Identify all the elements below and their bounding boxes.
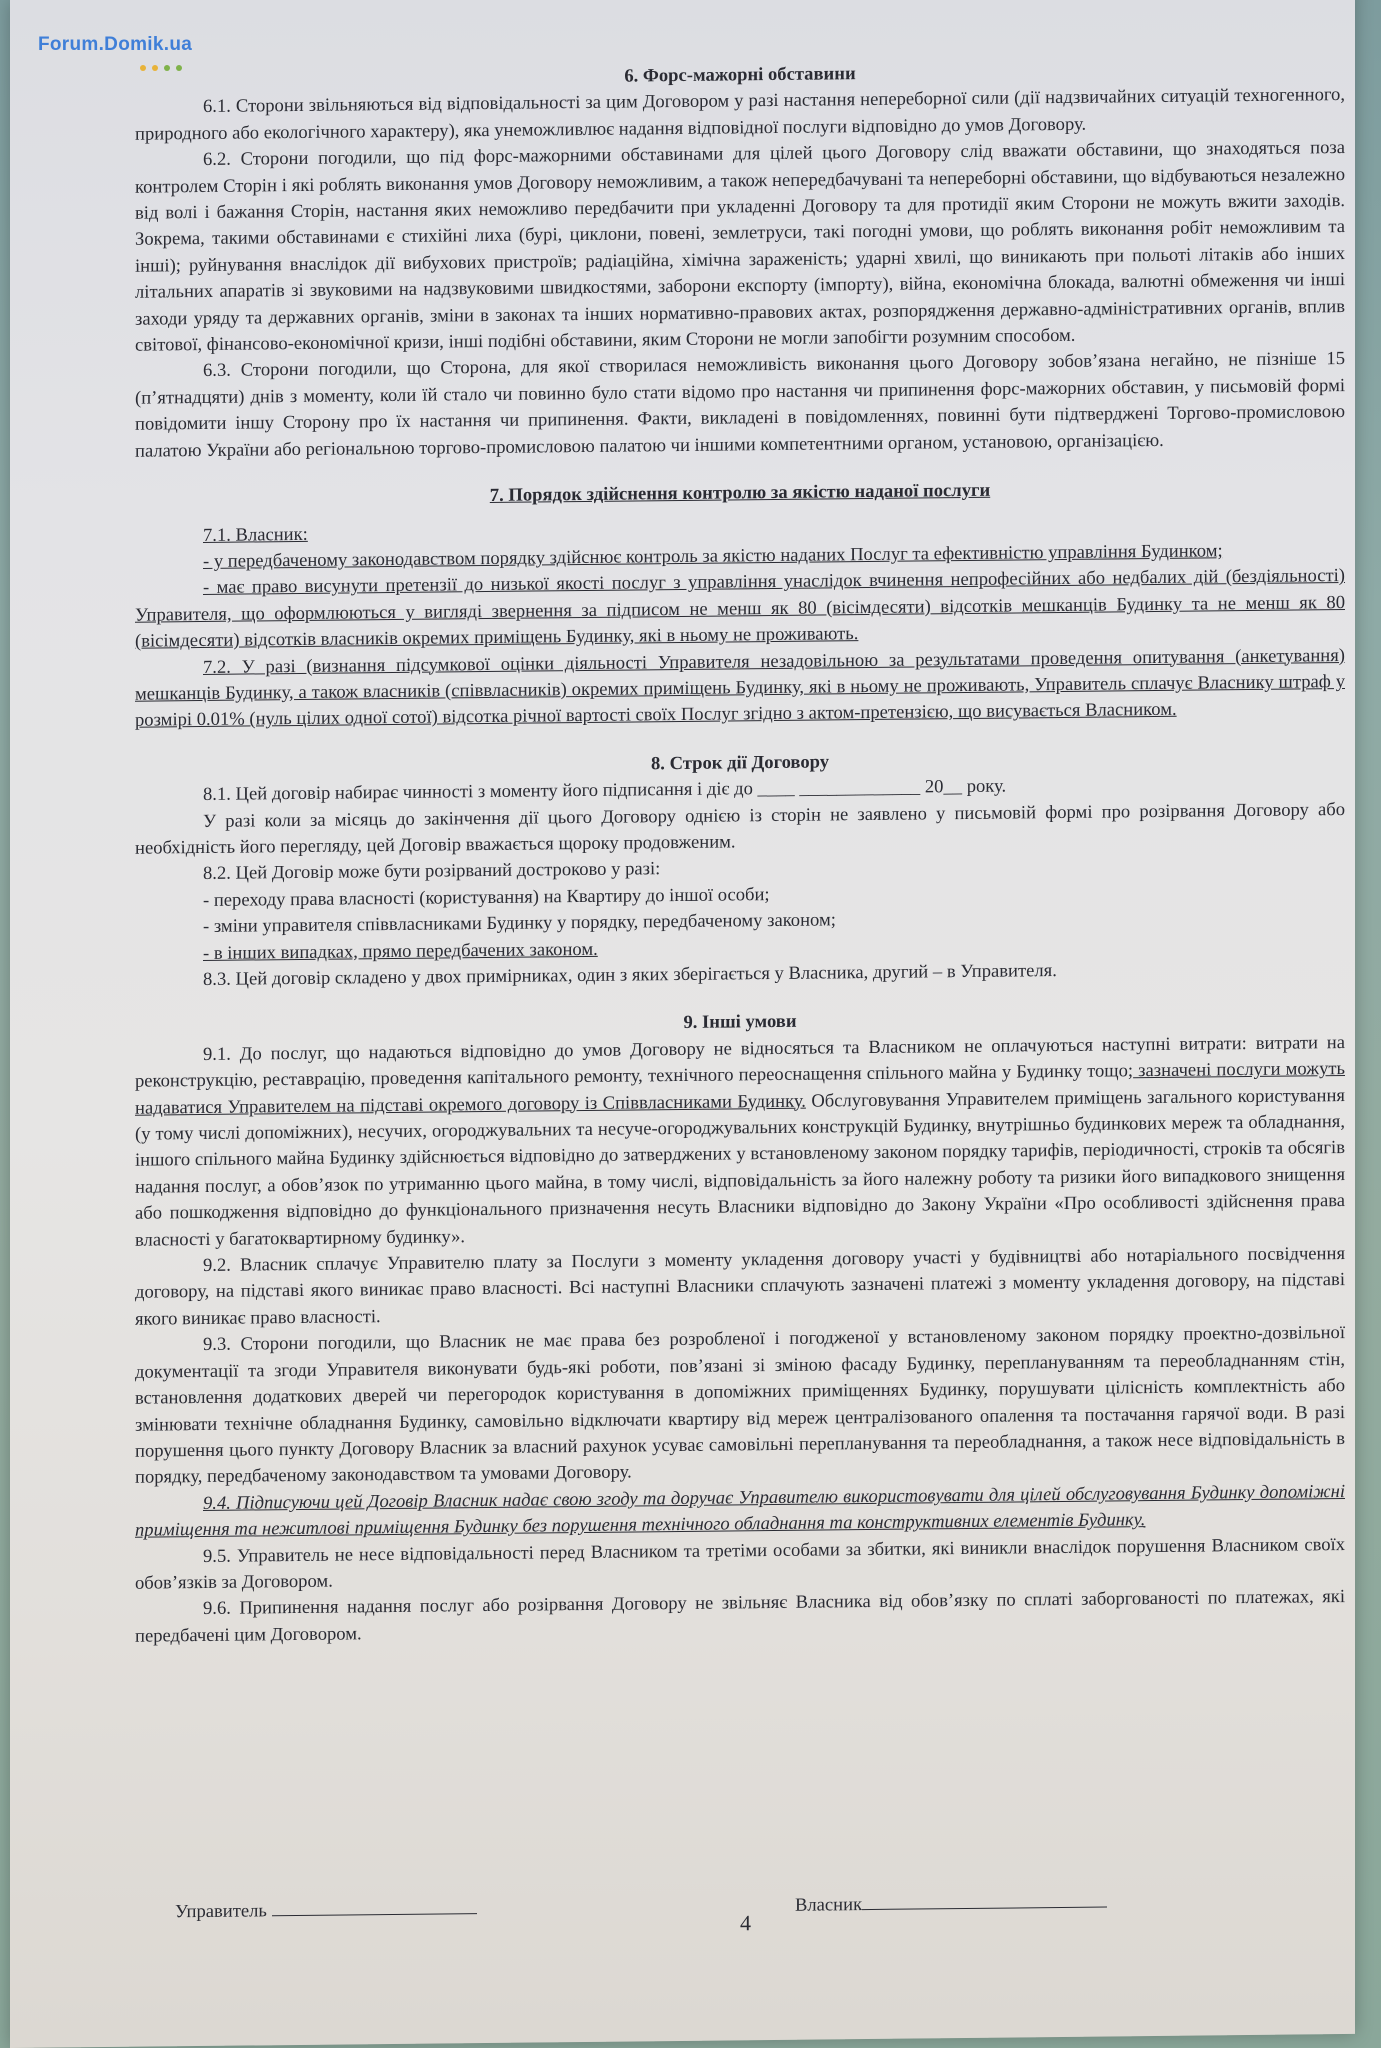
list-item: - переходу права власності (користування) на Квартиру до іншої особи; bbox=[203, 883, 770, 911]
document-body bbox=[135, 56, 1345, 1650]
paragraph-9-1 bbox=[135, 1030, 1345, 1254]
manager-signature-line bbox=[272, 1895, 477, 1916]
paragraph-6-2: 6.2. Сторони погодили, що під форс-мажорними обставинами для цілей цього Договору слід вважати обставини, що знаходяться поза контролем Сторін і які роблять виконання умов Договору неможливим, а також непередбачувані та непереборні обставини, що відбуваються незалежно від волі і бажання Сторін, настання яких неможливо передбачити при укладенні Договору та для протидії яким Сторони не можуть вжити заходів. Зокрема, такими обставинами є стихійні лиха (бурі, циклони, повені, землетруси, такі погодні умови, що роблять виконання робіт неможливим та інші); руйнування внаслідок дії вибухових пристроїв; радіаційна, хімічна зараженість; ударні хвилі, що виникають при польоті літаків або інших літальних апаратів зі звуковими на надзвуковими швидкостями, заборони експорту (імпорту), війна, економічна блокада, валютні обмеження чи інші заходи уряду та державних органів, зміни в законах та інших нормативно-правових актах, розпорядження державно-адміністративних органів, вплив світової, фінансово-економічної кризи, інші подібні обставини, яким Сторони не могли запобігти розумним способом. bbox=[135, 137, 1345, 356]
paragraph-7-1-b: - має право висунути претензії до низької якості послуг з управління унаслідок вчинення непрофесійних або недбалих дій (бездіяльності) Управителя, що оформлюються у вигляді звернення за підписом не менш як 80 (вісімдесяти) відсотків мешканців Будинку та не менш як 80 (вісімдесяти) відсотків власників окремих приміщень Будинку, які в ньому не проживають. bbox=[135, 565, 1345, 652]
paragraph-8-2: 8.2. Цей Договір може бути розірваний достроково у разі: bbox=[203, 858, 661, 885]
paragraph-6-3: 6.3. Сторони погодили, що Сторона, для якої створилася неможливість виконання цього Договору зобов’язана негайно, не пізніше 15 (п’ятнадцяти) днів з моменту, коли їй стало чи повинно було стати відомо про настання чи припинення форс-мажорних обставин, у письмовій формі повідомити іншу Сторону про їх настання чи припинення. Факти, викладені в повідомленнях, повинні бути підтверджені Торгово-промисловою палатою України або регіональною торгово-промисловою палатою чи іншими компетентними органом, установою, організацією. bbox=[135, 348, 1345, 462]
page-number: 4 bbox=[740, 1910, 751, 1936]
paragraph-9-2: 9.2. Власник сплачує Управителю плату за Послуги з моменту укладення договору участі у будівництві або нотаріального посвідчення договору, на підставі якого виникає право власності. Всі наступні Власники сплачують зазначені платежі з моменту укладення договору, на підставі якого виникає право власності. bbox=[135, 1243, 1345, 1330]
paragraph-9-6: 9.6. Припинення надання послуг або розірвання Договору не звільняє Власника від обов’язку по сплаті заборгованості по платежах, які передбачені цим Договором. bbox=[135, 1586, 1345, 1647]
manager-signature bbox=[175, 1895, 477, 1923]
section-8-title: 8. Строк дії Договору bbox=[650, 751, 830, 775]
paragraph-9-3: 9.3. Сторони погодили, що Власник не має права без розробленої і погодженої у встановленому законом порядку проектно-дозвільної документації та згоди Управителя виконувати будь-які роботи, пов’язані зі зміною фасаду Будинку, переплануванням та переобладнанням стін, встановлення додаткових дверей чи перегородок користування в допоміжних приміщеннях Будинку, порушувати цілісність комплектність або змінювати технічне обладнання Будинку, самовільно відключати квартиру від мереж централізованого опалення та постачання гарячої води. В разі порушення цього пункту Договору Власник за власний рахунок усуває самовільні перепланування та переобладнання, а також несе відповідальність в порядку, передбаченому законодавством та умовами Договору. bbox=[135, 1322, 1345, 1489]
watermark-dot bbox=[152, 65, 158, 71]
watermark-dot bbox=[164, 65, 170, 71]
paragraph-9-1-rest: Обслуговування Управителем приміщень загального користування (у тому числі допоміжних), несучих, огороджувальних та несуче-огороджувальних конструкцій Будинку, внутрішньо будинкових мереж та обладнання, іншого спільного майна Будинку здійснюється відповідно до затверджених у встановленому законом порядку тарифів, періодичності, строків та обсягів надання послуг, а обов’язок по утриманню цього майна, в тому числі, відповідальність за його належну роботу та ризики його випадкового знищення або пошкодження відповідно до функціонального призначення несуть Власники відповідно до Закону України «Про особливості здійснення права власності у багатоквартирному будинку». bbox=[135, 1084, 1345, 1251]
owner-signature-line bbox=[862, 1889, 1107, 1911]
list-item: - зміни управителя співвласниками Будинку у порядку, передбаченому законом; bbox=[203, 909, 836, 938]
paragraph-9-5: 9.5. Управитель не несе відповідальності перед Власником та третіми особами за збитки, які виникли внаслідок порушення Власником своїх обов’язків за Договором. bbox=[135, 1533, 1345, 1594]
watermark-dot bbox=[176, 65, 182, 71]
manager-label: Управитель bbox=[175, 1900, 267, 1923]
section-7-title: 7. Порядок здійснення контролю за якістю наданої послуги bbox=[489, 479, 991, 507]
paragraph-9-1-start: 9.1. До послуг, що надаються відповідно до умов Договору не відносяться та Власником не оплачуються наступні витрати: витрати на реконструкцію, реставрацію, проведення капітального ремонту, технічного переоснащення спільного майна у Будинку тощо; bbox=[135, 1031, 1345, 1092]
section-9-title: 9. Інші умови bbox=[683, 1011, 797, 1034]
paragraph-9-4: 9.4. Підписуючи цей Договір Власник надає свою згоду та доручає Управителю використовувати для цілей обслуговування Будинку допоміжні приміщення та нежитлові приміщення Будинку без порушення технічного обладнання та конструктивних елементів Будинку. bbox=[135, 1480, 1345, 1541]
paragraph-9-1-underlined: зазначені послуги можуть надаватися Управителем на підставі окремого договору із Співвласниками Будинку. bbox=[135, 1058, 1345, 1119]
paragraph-8-1: 8.1. Цей договір набирає чинності з моменту його підписання і діє до ____ _____________ 20__ року. bbox=[203, 775, 1007, 806]
list-item: - в інших випадках, прямо передбачених законом. bbox=[203, 938, 598, 964]
document-page bbox=[10, 0, 1355, 2048]
paragraph-7-1-a: - у передбаченому законодавством порядку здійснює контроль за якістю наданих Послуг та ефективністю управління Будинком; bbox=[203, 540, 1223, 572]
watermark-logo: Forum.Domik.ua bbox=[38, 34, 193, 55]
watermark-dot bbox=[140, 65, 146, 71]
paragraph-6-1: 6.1. Сторони звільняються від відповідальності за цим Договором у разі настання непереборної сили (дії надзвичайних ситуацій техногенного, природного або екологічного характеру), яка унеможливлює надання відповідної послуги відповідно до умов Договору. bbox=[135, 84, 1345, 145]
paragraph-7-2: 7.2. У разі (визнання підсумкової оцінки діяльності Управителя незадовільною за результатами проведення опитування (анкетування) мешканців Будинку, а також власників (співвласників) окремих приміщень Будинку, які в ньому не проживають, Управитель сплачує Власнику штраф у розмірі 0.01% (нуль цілих одної сотої) відсотка річної вартості своїх Послуг згідно з актом-претензією, що висувається Власником. bbox=[135, 644, 1345, 732]
owner-label: Власник bbox=[795, 1894, 863, 1916]
watermark-dots bbox=[140, 58, 200, 64]
section-6-title: 6. Форс-мажорні обставини bbox=[624, 63, 856, 87]
paragraph-7-1-heading: 7.1. Власник: bbox=[203, 523, 308, 546]
paragraph-8-1-b: У разі коли за місяць до закінчення дії цього Договору однією із сторін не заявлено у письмовій формі про розірвання Договору або необхідність його перегляду, цей Договір вважається щороку продовженим. bbox=[135, 798, 1345, 859]
owner-signature bbox=[795, 1889, 1107, 1917]
paragraph-8-3: 8.3. Цей договір складено у двох примірниках, один з яких зберігається у Власника, другий – в Управителя. bbox=[203, 960, 1057, 990]
